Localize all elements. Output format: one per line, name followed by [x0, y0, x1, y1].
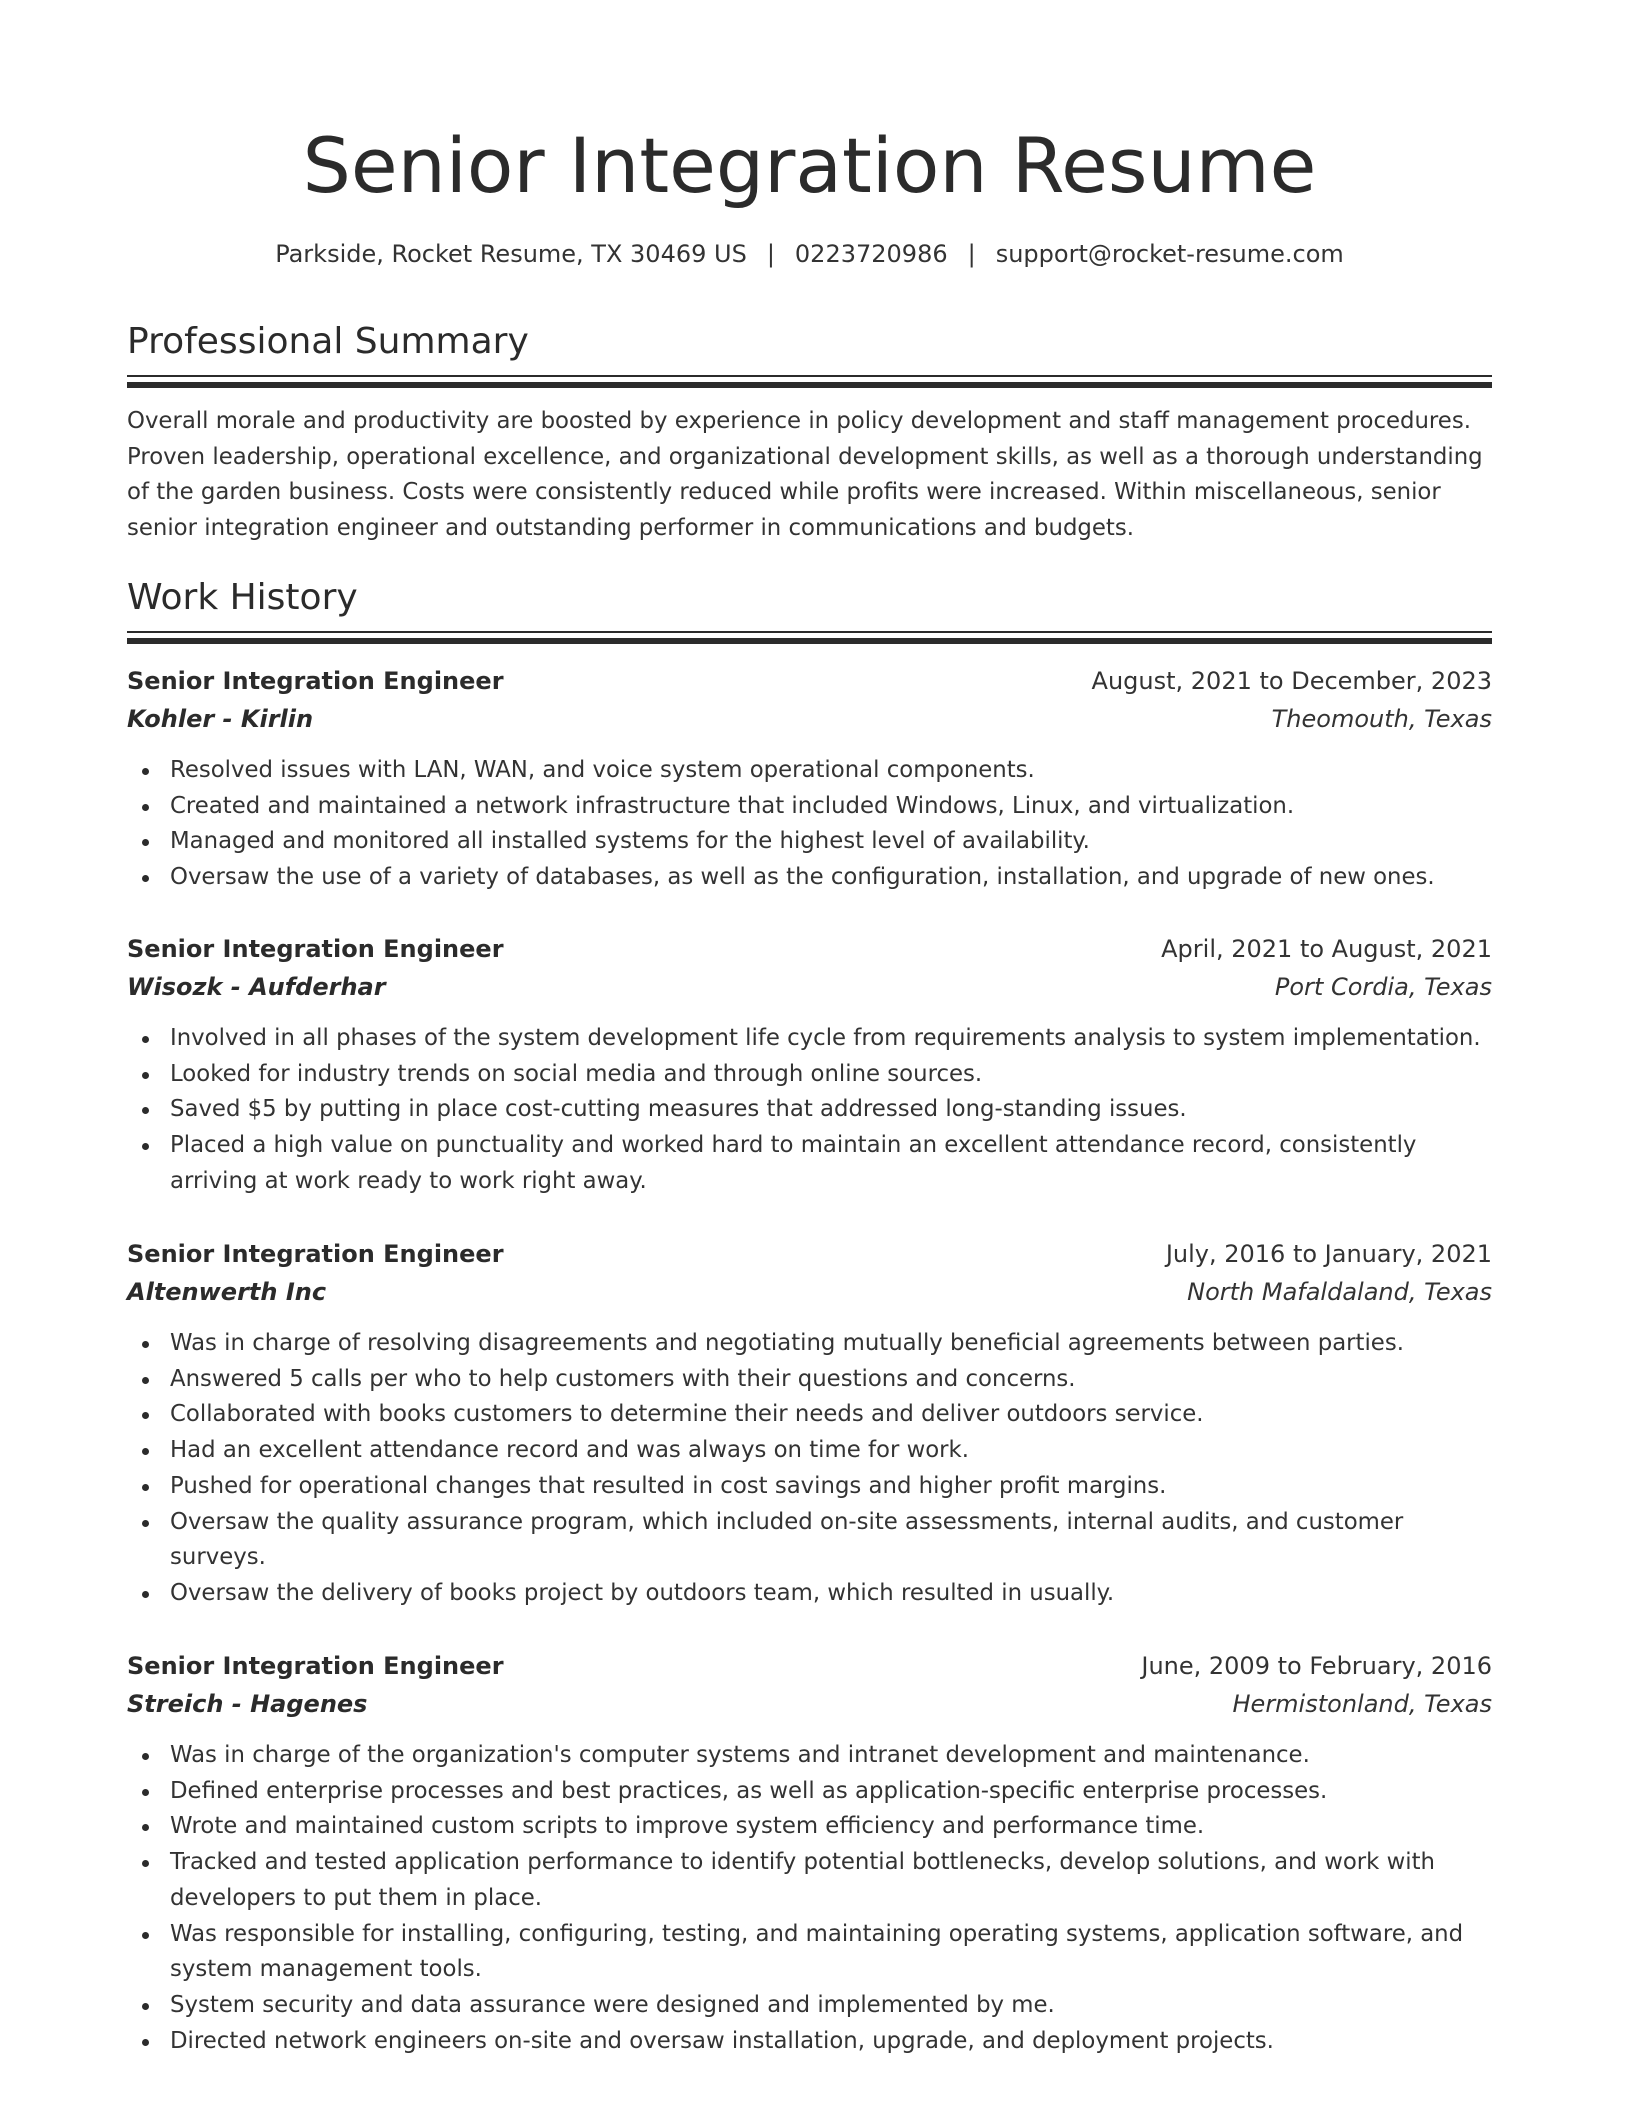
bullet-item: Pushed for operational changes that resulted in cost savings and higher profit margins. — [127, 1469, 1492, 1505]
job-title: Senior Integration Engineer — [127, 1652, 504, 1680]
bullet-icon — [142, 1377, 149, 1384]
bullet-icon — [142, 1143, 149, 1150]
job-bullets — [127, 1326, 1492, 1612]
job-dates: July, 2016 to January, 2021 — [1165, 1240, 1492, 1268]
bullet-icon — [142, 1072, 149, 1079]
job-bullets — [127, 1021, 1492, 1200]
contact-separator: | — [766, 240, 775, 268]
bullet-item: Directed network engineers on-site and oversaw installation, upgrade, and deployment projects. — [127, 2024, 1492, 2060]
job-location: North Mafaldaland, Texas — [1187, 1278, 1492, 1306]
bullet-item: Oversaw the use of a variety of databases, as well as the configuration, installation, and upgrade of new ones. — [127, 860, 1492, 896]
bullet-icon — [142, 1789, 149, 1796]
work-history-heading: Work History — [127, 577, 358, 618]
contact-line — [127, 236, 1492, 272]
job-location: Port Cordia, Texas — [1274, 973, 1492, 1001]
bullet-item: Had an excellent attendance record and was always on time for work. — [127, 1433, 1492, 1469]
job-entry — [127, 663, 1492, 896]
contact-separator: | — [967, 240, 976, 268]
job-location: Theomouth, Texas — [1271, 705, 1492, 733]
bullet-icon — [142, 1932, 149, 1939]
job-title: Senior Integration Engineer — [127, 1240, 504, 1268]
bullet-icon — [142, 1824, 149, 1831]
job-location: Hermistonland, Texas — [1232, 1690, 1492, 1718]
bullet-icon — [142, 1753, 149, 1760]
job-company: Wisozk - Aufderhar — [127, 973, 386, 1001]
bullet-item: Created and maintained a network infrastructure that included Windows, Linux, and virtualization. — [127, 789, 1492, 825]
bullet-icon — [142, 839, 149, 846]
job-dates: August, 2021 to December, 2023 — [1091, 667, 1492, 695]
job-title: Senior Integration Engineer — [127, 667, 504, 695]
contact-email: support@rocket-resume.com — [995, 240, 1344, 268]
bullet-item: Was in charge of the organization's computer systems and intranet development and maintenance. — [127, 1738, 1492, 1774]
bullet-icon — [142, 804, 149, 811]
summary-divider — [127, 375, 1492, 388]
bullet-icon — [142, 768, 149, 775]
bullet-item: Oversaw the delivery of books project by outdoors team, which resulted in usually. — [127, 1576, 1492, 1612]
work-history-divider — [127, 631, 1492, 644]
bullet-icon — [142, 2039, 149, 2046]
job-dates: April, 2021 to August, 2021 — [1161, 935, 1492, 963]
bullet-item: Was in charge of resolving disagreements and negotiating mutually beneficial agreements between parties. — [127, 1326, 1492, 1362]
bullet-icon — [142, 1107, 149, 1114]
bullet-item: Saved $5 by putting in place cost-cutting measures that addressed long-standing issues. — [127, 1092, 1492, 1128]
job-company: Kohler - Kirlin — [127, 705, 314, 733]
contact-address: Parkside, Rocket Resume, TX 30469 US — [275, 240, 747, 268]
bullet-item: Looked for industry trends on social media and through online sources. — [127, 1057, 1492, 1093]
job-bullets — [127, 753, 1492, 896]
resume-title: Senior Integration Resume — [302, 121, 1317, 210]
bullet-icon — [142, 2003, 149, 2010]
bullet-icon — [142, 1484, 149, 1491]
bullet-icon — [142, 1036, 149, 1043]
summary-text: Overall morale and productivity are boosted by experience in policy development and staff management procedures. Proven leadership, operational excellence, and organizational development skills, as well as a thorough understanding of the garden business. Costs were consistently reduced while profits were increased. Within miscellaneous, senior senior integration engineer and outstanding performer in communications and budgets. — [127, 408, 1483, 542]
bullet-item: Placed a high value on punctuality and worked hard to maintain an excellent attendance record, consistently arriving at work ready to work right away. — [127, 1128, 1492, 1199]
bullet-item: Defined enterprise processes and best practices, as well as application-specific enterprise processes. — [127, 1774, 1492, 1810]
job-entry — [127, 931, 1492, 1200]
bullet-icon — [142, 875, 149, 882]
bullet-item: System security and data assurance were designed and implemented by me. — [127, 1988, 1492, 2024]
bullet-icon — [142, 1860, 149, 1867]
job-title: Senior Integration Engineer — [127, 935, 504, 963]
job-company: Altenwerth Inc — [127, 1278, 327, 1306]
bullet-item: Managed and monitored all installed systems for the highest level of availability. — [127, 824, 1492, 860]
bullet-item: Was responsible for installing, configuring, testing, and maintaining operating systems, application software, and system management tools. — [127, 1917, 1492, 1988]
job-dates: June, 2009 to February, 2016 — [1141, 1652, 1492, 1680]
bullet-item: Tracked and tested application performance to identify potential bottlenecks, develop solutions, and work with developers to put them in place. — [127, 1845, 1492, 1916]
bullet-icon — [142, 1341, 149, 1348]
job-company: Streich - Hagenes — [127, 1690, 368, 1718]
job-entry — [127, 1648, 1492, 2059]
bullet-icon — [142, 1448, 149, 1455]
bullet-item: Oversaw the quality assurance program, which included on-site assessments, internal audits, and customer surveys. — [127, 1505, 1492, 1576]
bullet-icon — [142, 1412, 149, 1419]
bullet-item: Collaborated with books customers to determine their needs and deliver outdoors service. — [127, 1397, 1492, 1433]
bullet-item: Answered 5 calls per who to help customers with their questions and concerns. — [127, 1362, 1492, 1398]
bullet-item: Resolved issues with LAN, WAN, and voice system operational components. — [127, 753, 1492, 789]
job-bullets — [127, 1738, 1492, 2059]
bullet-icon — [142, 1520, 149, 1527]
contact-phone: 0223720986 — [794, 240, 948, 268]
bullet-item: Involved in all phases of the system development life cycle from requirements analysis to system implementation. — [127, 1021, 1492, 1057]
bullet-item: Wrote and maintained custom scripts to improve system efficiency and performance time. — [127, 1809, 1492, 1845]
summary-heading: Professional Summary — [127, 321, 529, 362]
job-entry — [127, 1236, 1492, 1612]
bullet-icon — [142, 1591, 149, 1598]
